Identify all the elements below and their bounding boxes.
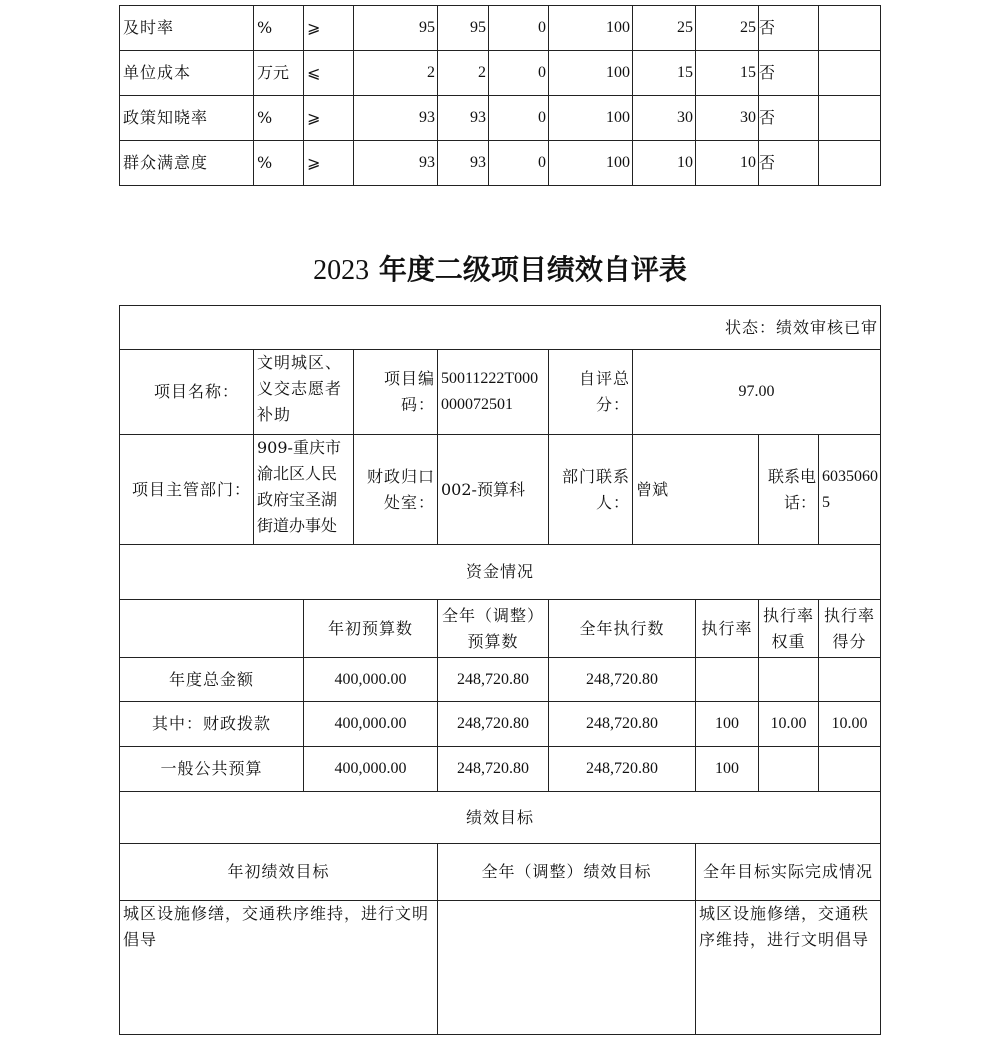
indicator-actual: 93 xyxy=(438,96,489,141)
funds-adjusted: 248,720.80 xyxy=(438,658,549,702)
indicator-operator: ⩾ xyxy=(304,6,354,51)
indicator-rate: 100 xyxy=(549,141,633,186)
funds-score: 10.00 xyxy=(819,702,881,747)
goals-section-header: 绩效目标 xyxy=(120,792,881,844)
funds-executed: 248,720.80 xyxy=(549,702,696,747)
total-score-value: 97.00 xyxy=(633,350,881,435)
table-row xyxy=(120,901,881,1035)
title-text: 年度二级项目绩效自评表 xyxy=(378,253,687,286)
funds-header-weight: 执行率权重 xyxy=(759,600,819,658)
indicator-rate: 100 xyxy=(549,96,633,141)
funds-header-rate: 执行率 xyxy=(696,600,759,658)
project-code-label: 项目编码： xyxy=(354,350,438,435)
table-row xyxy=(120,51,881,96)
indicator-operator: ⩾ xyxy=(304,96,354,141)
table-row xyxy=(120,658,881,702)
indicator-actual: 95 xyxy=(438,6,489,51)
funds-score xyxy=(819,658,881,702)
indicator-unit: 万元 xyxy=(254,51,304,96)
indicator-unit: % xyxy=(254,141,304,186)
indicator-flag: 否 xyxy=(759,6,819,51)
self-evaluation-table xyxy=(119,305,881,1035)
indicator-unit: % xyxy=(254,6,304,51)
indicator-target: 2 xyxy=(354,51,438,96)
indicator-rate: 100 xyxy=(549,51,633,96)
indicator-name: 政策知晓率 xyxy=(120,96,254,141)
page-title xyxy=(0,248,1000,288)
funds-header-executed: 全年执行数 xyxy=(549,600,696,658)
indicator-operator: ⩾ xyxy=(304,141,354,186)
indicator-target: 95 xyxy=(354,6,438,51)
indicator-weight: 15 xyxy=(633,51,696,96)
project-name-label: 项目名称： xyxy=(120,350,254,435)
contact-value: 曾斌 xyxy=(633,435,759,545)
finance-value: 002-预算科 xyxy=(438,435,549,545)
phone-value: 60350605 xyxy=(819,435,881,545)
goals-header-initial: 年初绩效目标 xyxy=(120,844,438,901)
indicator-score: 30 xyxy=(696,96,759,141)
dept-label: 项目主管部门： xyxy=(120,435,254,545)
indicator-rate: 100 xyxy=(549,6,633,51)
indicator-name: 单位成本 xyxy=(120,51,254,96)
table-row xyxy=(120,6,881,51)
indicator-weight: 25 xyxy=(633,6,696,51)
project-code-value: 50011222T000000072501 xyxy=(438,350,549,435)
goals-header-actual: 全年目标实际完成情况 xyxy=(696,844,881,901)
indicator-actual: 2 xyxy=(438,51,489,96)
indicator-operator: ⩽ xyxy=(304,51,354,96)
table-row xyxy=(120,96,881,141)
funds-row-label: 一般公共预算 xyxy=(120,747,304,792)
indicator-note xyxy=(819,141,881,186)
funds-rate: 100 xyxy=(696,747,759,792)
indicator-flag: 否 xyxy=(759,96,819,141)
funds-adjusted: 248,720.80 xyxy=(438,747,549,792)
status-label: 状态：绩效审核已审 xyxy=(120,306,881,350)
indicator-target: 93 xyxy=(354,141,438,186)
funds-row-label: 年度总金额 xyxy=(120,658,304,702)
indicator-target: 93 xyxy=(354,96,438,141)
dept-value: 909-重庆市渝北区人民政府宝圣湖街道办事处 xyxy=(254,435,354,545)
funds-section-header: 资金情况 xyxy=(120,545,881,600)
funds-rate xyxy=(696,658,759,702)
funds-weight: 10.00 xyxy=(759,702,819,747)
funds-initial: 400,000.00 xyxy=(304,747,438,792)
funds-adjusted: 248,720.80 xyxy=(438,702,549,747)
goal-actual-text: 城区设施修缮，交通秩序维持，进行文明倡导 xyxy=(696,901,881,1035)
table-row xyxy=(120,141,881,186)
phone-label: 联系电话： xyxy=(759,435,819,545)
indicator-unit: % xyxy=(254,96,304,141)
indicator-name: 群众满意度 xyxy=(120,141,254,186)
indicator-score: 15 xyxy=(696,51,759,96)
indicator-deviation: 0 xyxy=(489,6,549,51)
indicator-flag: 否 xyxy=(759,51,819,96)
funds-row-label: 其中：财政拨款 xyxy=(120,702,304,747)
indicator-deviation: 0 xyxy=(489,51,549,96)
indicator-weight: 30 xyxy=(633,96,696,141)
indicator-flag: 否 xyxy=(759,141,819,186)
indicator-note xyxy=(819,51,881,96)
table-row xyxy=(120,702,881,747)
funds-weight xyxy=(759,747,819,792)
project-name-value: 文明城区、义交志愿者补助 xyxy=(254,350,354,435)
funds-score xyxy=(819,747,881,792)
indicator-actual: 93 xyxy=(438,141,489,186)
goals-header-adjusted: 全年（调整）绩效目标 xyxy=(438,844,696,901)
funds-header-score: 执行率得分 xyxy=(819,600,881,658)
goal-initial-text: 城区设施修缮，交通秩序维持，进行文明倡导 xyxy=(120,901,438,1035)
top-indicator-table xyxy=(119,5,881,186)
funds-executed: 248,720.80 xyxy=(549,658,696,702)
indicator-score: 25 xyxy=(696,6,759,51)
funds-header-adjusted: 全年（调整）预算数 xyxy=(438,600,549,658)
indicator-note xyxy=(819,6,881,51)
funds-initial: 400,000.00 xyxy=(304,702,438,747)
funds-header-blank xyxy=(120,600,304,658)
funds-header-initial: 年初预算数 xyxy=(304,600,438,658)
indicator-note xyxy=(819,96,881,141)
indicator-deviation: 0 xyxy=(489,141,549,186)
funds-executed: 248,720.80 xyxy=(549,747,696,792)
title-year: 2023 xyxy=(313,255,370,286)
funds-weight xyxy=(759,658,819,702)
goal-adjusted-text xyxy=(438,901,696,1035)
indicator-score: 10 xyxy=(696,141,759,186)
funds-rate: 100 xyxy=(696,702,759,747)
total-score-label: 自评总分： xyxy=(549,350,633,435)
contact-label: 部门联系人： xyxy=(549,435,633,545)
indicator-deviation: 0 xyxy=(489,96,549,141)
finance-label: 财政归口处室： xyxy=(354,435,438,545)
indicator-weight: 10 xyxy=(633,141,696,186)
indicator-name: 及时率 xyxy=(120,6,254,51)
funds-initial: 400,000.00 xyxy=(304,658,438,702)
table-row xyxy=(120,747,881,792)
